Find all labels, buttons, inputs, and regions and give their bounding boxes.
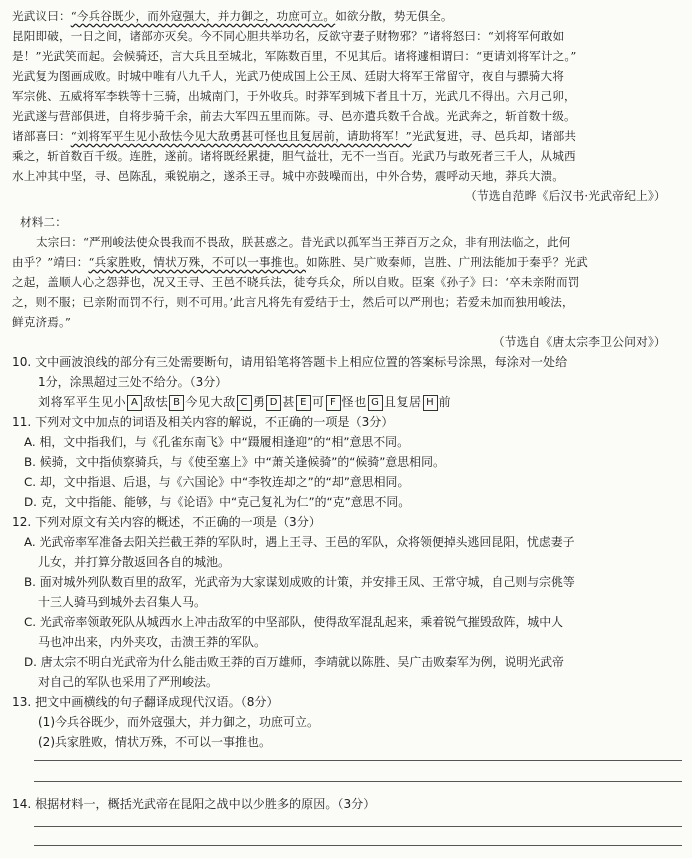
question-stem: 12. 下列对原文有关内容的概述，不正确的一项是（3分） — [12, 515, 321, 529]
material-two — [12, 212, 684, 352]
source-citation: （节选自范晔《后汉书·光武帝纪上》） — [464, 189, 666, 203]
option-a[interactable]: A. 光武帝率军准备去阳关拦截王莽的军队时，遇上王寻、王邑的军队，众将领便掉头逃回昆阳，忧虑妻子 儿女，并打算分散返回各自的城池。 — [24, 535, 575, 569]
answer-box-b[interactable]: B — [169, 395, 184, 411]
option-b[interactable]: B. 面对城外列队数百里的敌军，光武帝为大家谋划成败的计策，并安排王凤、王常守城，自己则与宗佻等 十三人骑马到城外去召集人马。 — [24, 575, 575, 609]
option-a[interactable]: A. 相，文中指我们，与《孔雀东南飞》中“蹑履相逢迎”的“相”意思不同。 — [24, 435, 409, 449]
answer-box-e[interactable]: E — [296, 395, 311, 411]
question-10 — [12, 352, 684, 412]
sub-question-2: (2)兵家胜败，情状万殊，不可以一事推也。 — [38, 735, 271, 749]
passage-line: 由乎？”靖曰：“兵家胜败，情状万殊，不可以一事推也。如陈胜、吴广败秦师，岂胜、广刑法能加于秦乎？光武 — [12, 255, 588, 269]
answer-line[interactable] — [34, 760, 682, 761]
question-11 — [12, 412, 684, 512]
source-citation: （节选自《唐太宗李卫公问对》） — [492, 335, 666, 349]
question-13 — [12, 692, 684, 782]
passage-line: 太宗曰：“严刑峻法使众畏我而不畏敌，朕甚惑之。昔光武以孤军当王莽百万之众，非有刑法临之，此何 — [36, 235, 571, 249]
question-stem: 10. 文中画波浪线的部分有三处需要断句，请用铅笔将答题卡上相应位置的答案标号涂黑，每涂对一处给 — [12, 355, 568, 369]
passage-line: 鲜克济焉。” — [12, 315, 71, 329]
question-12 — [12, 512, 684, 692]
answer-line[interactable] — [34, 845, 682, 846]
answer-line[interactable] — [34, 826, 682, 827]
exam-page — [12, 6, 684, 846]
answer-box-d[interactable]: D — [266, 395, 281, 411]
answer-box-h[interactable]: H — [423, 395, 438, 411]
passage-one — [12, 6, 684, 206]
passage-line: 乘之，斩首数百千级。连胜，遂前。诸将既经累捷，胆气益壮，无不一当百。光武乃与敢死者三千人，从城西 — [12, 149, 576, 163]
option-d[interactable]: D. 唐太宗不明白光武帝为什么能击败王莽的百万雄师，李靖就以陈胜、吴广击败秦军为例，说明光武帝 对自己的军队也采用了严刑峻法。 — [24, 655, 564, 689]
passage-line: 光武遂与营部俱进，自将步骑千余，前去大军四五里而陈。寻、邑亦遣兵数千合战。光武奔之，斩首数十级。 — [12, 109, 576, 123]
answer-box-c[interactable]: C — [237, 395, 252, 411]
passage-line: 昆阳即破，一日之间，诸部亦灭矣。今不同心胆共举功名，反欲守妻子财物邪？”诸将怒曰：“刘将军何敢如 — [12, 29, 565, 43]
question-stem-cont: 1分，涂黑超过三处不给分。（3分） — [38, 375, 228, 389]
answer-box-f[interactable]: F — [326, 395, 341, 411]
passage-line: 水上冲其中坚，寻、邑陈乱，乘锐崩之，遂杀王寻。城中亦鼓噪而出，中外合势，震呼动天地，莽兵大溃。 — [12, 169, 564, 183]
passage-line: 光武复为图画成败。时城中唯有八九千人，光武乃使成国上公王凤、廷尉大将军王常留守，夜自与骠骑大将 — [12, 69, 564, 83]
passage-line: 光武议曰：“今兵谷既少，而外寇强大，并力御之，功庶可立。如欲分散，势无俱全。 — [12, 9, 453, 23]
sub-question-1: (1)今兵谷既少，而外寇强大，并力御之，功庶可立。 — [38, 715, 320, 729]
question-stem: 14. 根据材料一，概括光武帝在昆阳之战中以少胜多的原因。（3分） — [12, 797, 376, 811]
material-heading: 材料二： — [20, 215, 67, 229]
passage-line: 之起，盖顺人心之怨莽也，况又王寻、王邑不晓兵法，徒夸兵众，所以自败。臣案《孙子》曰：‘卒未亲附而罚 — [12, 275, 580, 289]
passage-line: 是！”光武笑而起。会候骑还，言大兵且至城北，军陈数百里，不见其后。诸将遽相谓曰：“更请刘将军计之。” — [12, 49, 577, 63]
option-c[interactable]: C. 光武帝率领敢死队从城西水上冲击敌军的中坚部队，使得敌军混乱起来，乘着锐气摧毁敌阵，城中人 马也冲出来，内外夹攻，击溃王莽的军队。 — [24, 615, 564, 649]
option-c[interactable]: C. 却，文中指退、后退，与《六国论》中“李牧连却之”的“却”意思相同。 — [24, 475, 410, 489]
passage-line: 之，则不服；已亲附而罚不行，则不可用。’此言凡将先有爱结于士，然后可以严刑也；若爱未加而独用峻法， — [12, 295, 574, 309]
passage-line: 诸部喜曰：“刘将军平生见小敌怯今见大敌勇甚可怪也且复居前，请助将军！”光武复进，寻、邑兵却，诸部共 — [12, 129, 577, 143]
answer-box-a[interactable]: A — [127, 395, 142, 411]
question-stem: 11. 下列对文中加点的词语及相关内容的解说，不正确的一项是（3分） — [12, 415, 394, 429]
question-stem: 13. 把文中画横线的句子翻译成现代汉语。（8分） — [12, 695, 279, 709]
answer-line[interactable] — [34, 781, 682, 782]
option-d[interactable]: D. 克，文中指能、能够，与《论语》中“克己复礼为仁”的“克”意思不同。 — [24, 495, 411, 509]
answer-segment-row: 刘将军平生见小 A 敌怯 B 今见大敌 C 勇 D 甚 E 可 F 怪也 G 且复居 H 前 — [38, 395, 452, 409]
passage-line: 军宗佻、五威将军李轶等十三骑，出城南门，于外收兵。时莽军到城下者且十万，光武几不得出。六月己卯， — [12, 89, 576, 103]
question-14 — [12, 794, 684, 846]
option-b[interactable]: B. 候骑，文中指侦察骑兵，与《使至塞上》中“萧关逢候骑”的“候骑”意思相同。 — [24, 455, 445, 469]
answer-box-g[interactable]: G — [368, 395, 383, 411]
